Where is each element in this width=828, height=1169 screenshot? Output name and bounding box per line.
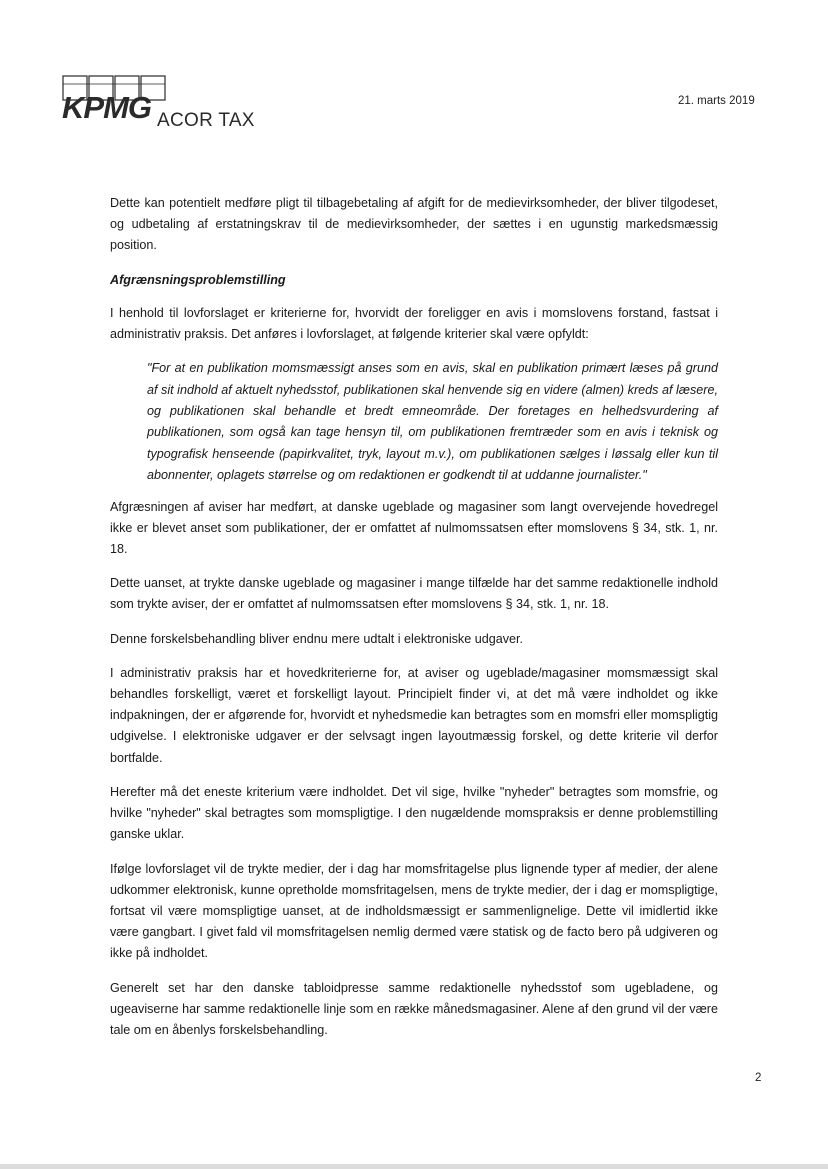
paragraph: I administrativ praksis har et hovedkriterierne for, at aviser og ugeblade/magasiner momsmæssigt skal behandles forskelligt, været et forskelligt layout. Principielt finder vi, at det må være indholdet og ikke indpakningen, der er afgørende for, hvorvidt et nyhedsmedie kan betragtes som en momsfri eller momspligtig udgivelse. I elektroniske udgaver er der selvsagt ingen layoutmæssig forskel, og dette kriterie vil derfor bortfalde. [110,665,718,765]
paragraph: Ifølge lovforslaget vil de trykte medier, der i dag har momsfritagelse plus lignende typer af medier, der alene udkommer elektronisk, kunne opretholde momsfritagelsen, mens de trykte medier, der i dag er momspligtige, fortsat vil være momspligtige uanset, at de indholdsmæssigt er sammenlignelige. Dette vil imidlertid ikke være gangbart. I givet fald vil momsfritagelsen nemlig dermed være statisk og de facto bero på udgiveren og ikke på indholdet. [110,861,718,961]
paragraph: Generelt set har den danske tabloidpresse samme redaktionelle nyhedsstof som ugebladene, og ugeaviserne har samme redaktionelle linje som en række månedsmagasiner. Alene af den grund vil der være tale om en åbenlys forskelsbehandling. [110,980,718,1037]
page-number: 2 [755,1072,762,1084]
document-body [110,193,718,1054]
paragraph: Herefter må det eneste kriterium være indholdet. Det vil sige, hvilke "nyheder" betragtes som momsfrie, og hvilke "nyheder" skal betragtes som momspligtige. I den nugældende momspraksis er denne problemstilling ganske uklar. [110,784,718,842]
block-quote: "For at en publikation momsmæssigt anses som en avis, skal en publikation primært læses på grund af sit indhold af aktuelt nyhedsstof, publikationen skal henvende sig en videre (almen) kreds af læsere, og publikationen skal behandle et bredt emneområde. Der foretages en helhedsvurdering af publikationen, som også kan tage hensyn til, om publikationen fremtræder som en avis i teknisk og typografisk henseende (papirkvalitet, tryk, layout m.v.), om publikationen sælges i løssalg eller kun til abonnenter, oplagets størrelse og om redaktionen er godkendt til at uddanne journalister." [147,361,718,483]
logo-subtitle: ACOR TAX [157,110,255,131]
logo-brand: KPMG [62,90,151,125]
paragraph: Dette kan potentielt medføre pligt til tilbagebetaling af afgift for de medievirksomheder, der bliver tilgodeset, og udbetaling af erstatningskrav til de medievirksomheder, der sættes i en ugunstig markedsmæssig position. [110,196,718,253]
paragraph: Dette uanset, at trykte danske ugeblade og magasiner i mange tilfælde har det samme redaktionelle indhold som trykte aviser, der er omfattet af nulmomssatsen efter momslovens § 34, stk. 1, nr. 18. [110,576,718,612]
page-bottom-edge [0,1164,828,1169]
paragraph: Afgræsningen af aviser har medført, at danske ugeblade og magasiner som langt overvejende hovedregel ikke er blevet anset som publikationer, der er omfattet af nulmomssatsen efter momslovens § 34, stk. 1, nr. 18. [110,499,718,557]
kpmg-acor-tax-logo [62,75,272,135]
paragraph: I henhold til lovforslaget er kriterierne for, hvorvidt der foreligger en avis i momslovens forstand, fastsat i administrativ praksis. Det anføres i lovforslaget, at følgende kriterier skal være opfyldt: [110,305,718,342]
section-heading: Afgrænsningsproblemstilling [110,272,286,287]
paragraph: Denne forskelsbehandling bliver endnu mere udtalt i elektroniske udgaver. [110,631,524,646]
document-date: 21. marts 2019 [678,95,755,107]
